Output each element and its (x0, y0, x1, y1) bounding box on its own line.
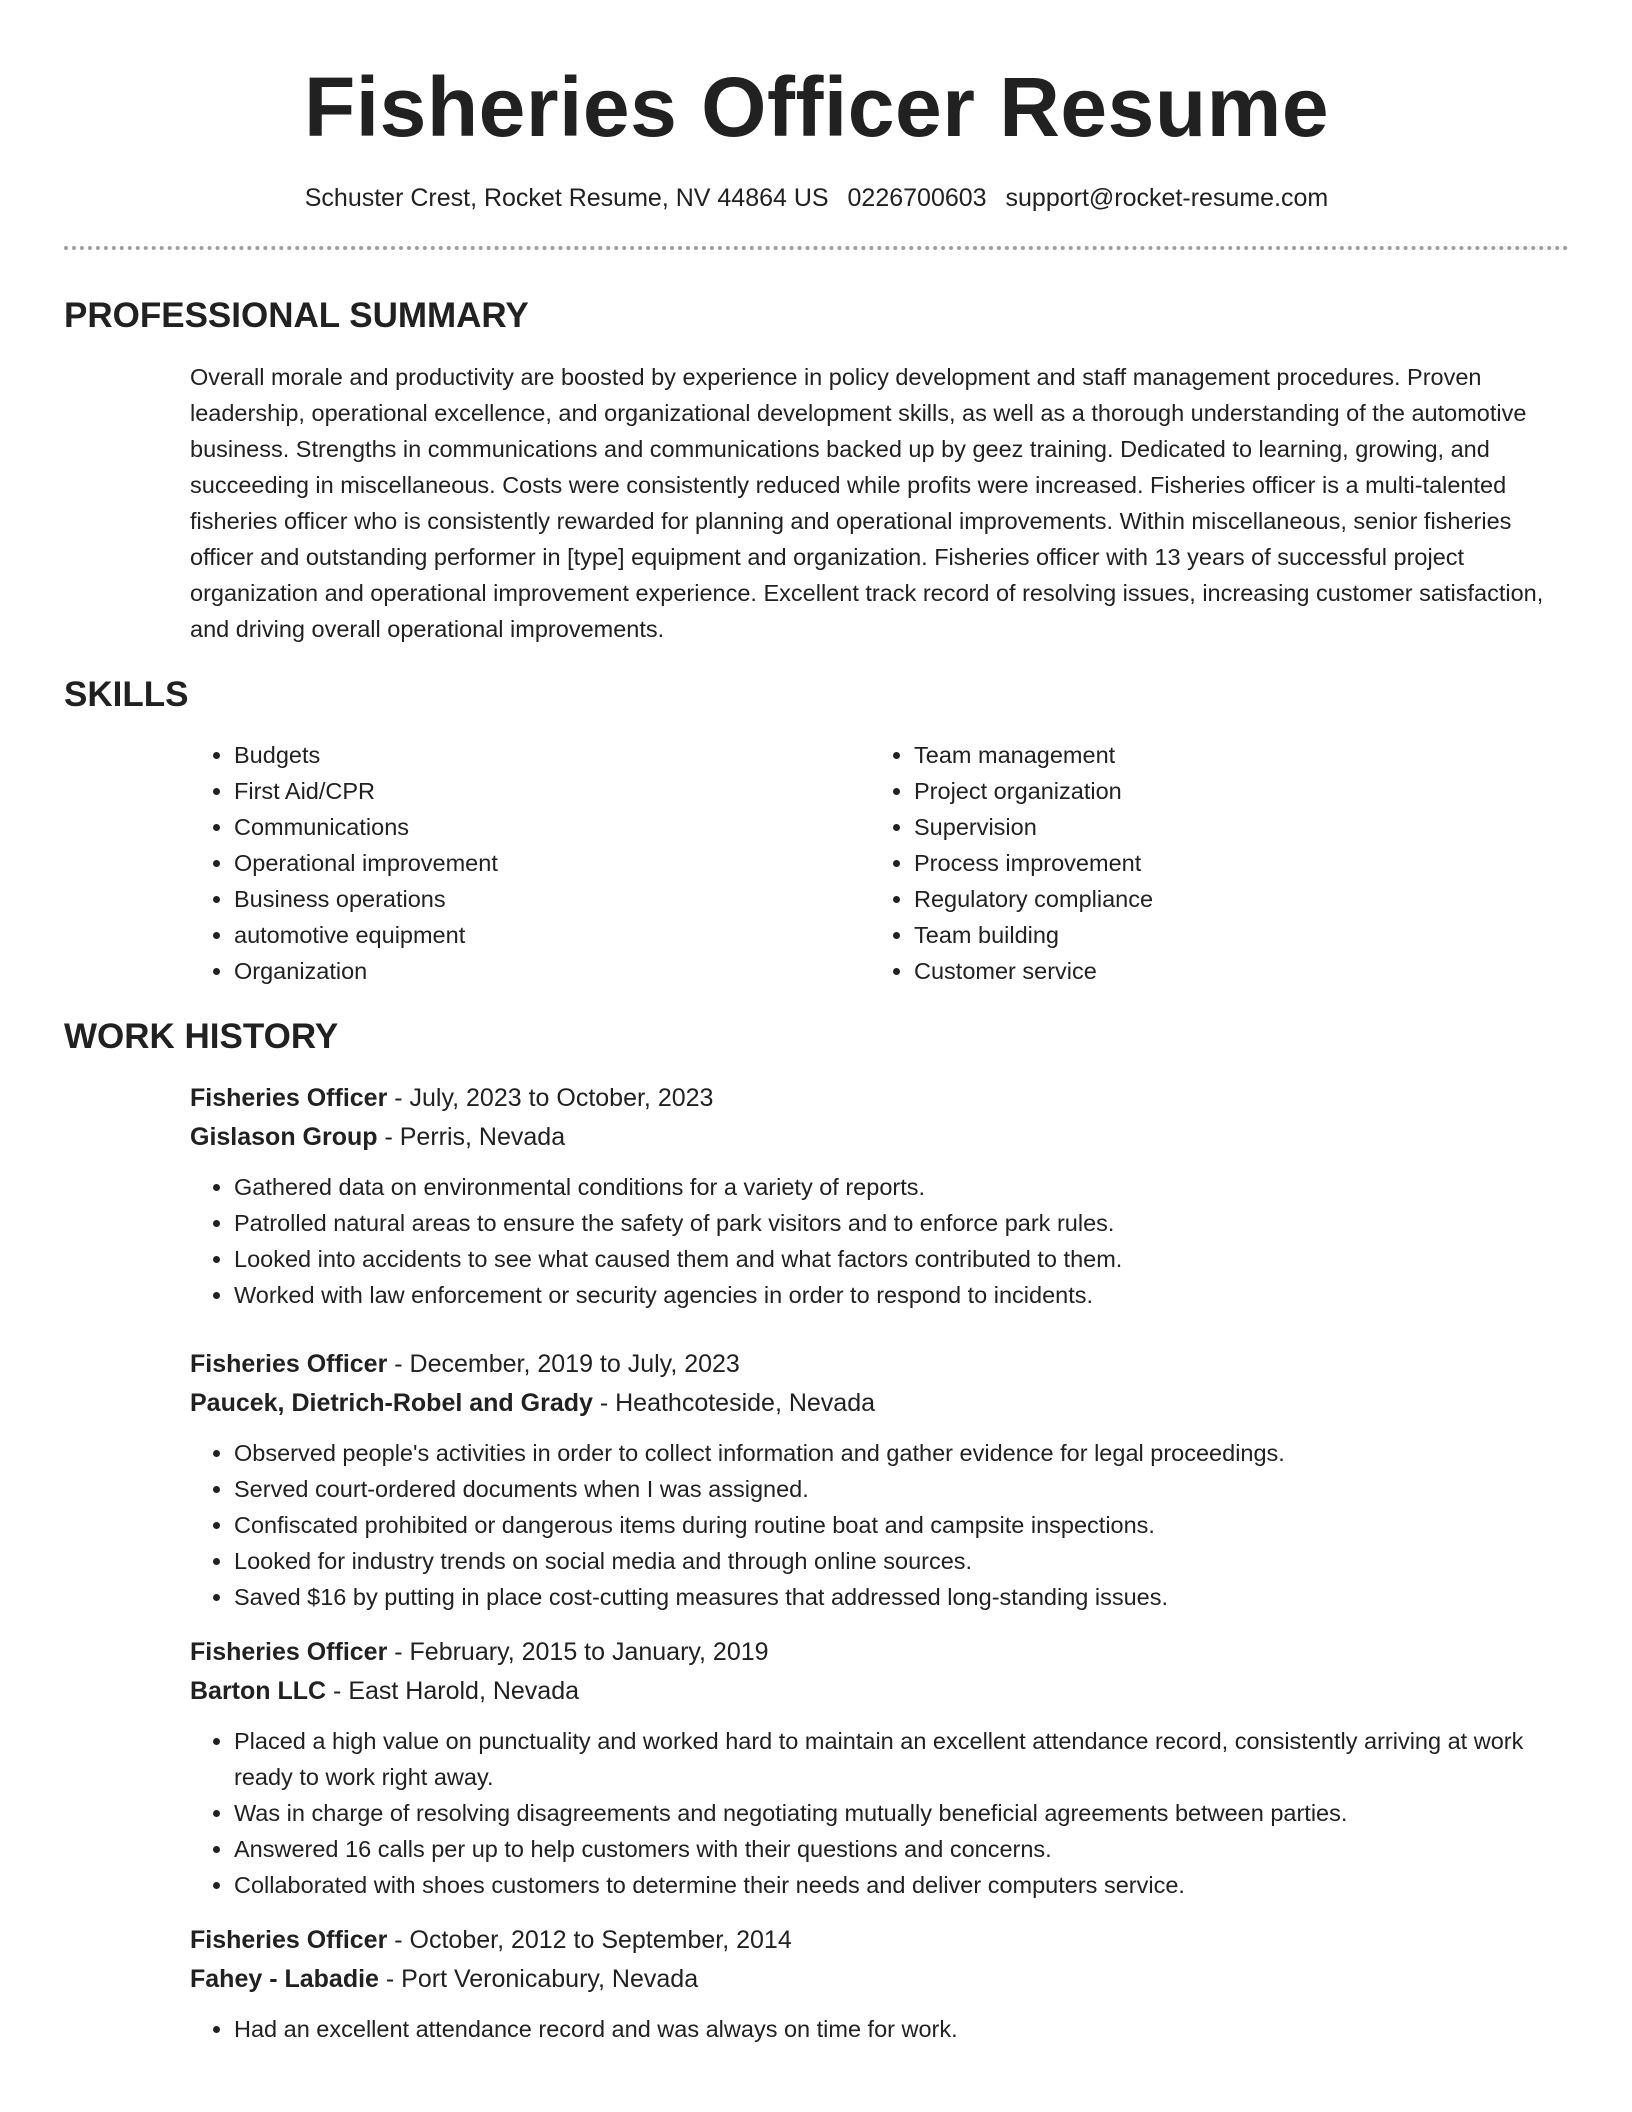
job-role: Fisheries Officer (190, 1926, 388, 1954)
job-title-line (190, 1079, 1569, 1118)
job-bullet: • Worked with law enforcement or security agencies in order to respond to incidents. (234, 1277, 1569, 1313)
header-divider (64, 246, 1569, 250)
skill-item: • Business operations (234, 881, 870, 917)
job-bullet: • Was in charge of resolving disagreements and negotiating mutually beneficial agreements between parties. (234, 1795, 1569, 1831)
job-company: Gislason Group (190, 1123, 378, 1151)
job-title-line (190, 1921, 1569, 1960)
skill-item: • Team management (914, 737, 1550, 773)
job-bullets (190, 1435, 1569, 1615)
job-bullet: • Answered 16 calls per up to help customers with their questions and concerns. (234, 1831, 1569, 1867)
job-entry (190, 1079, 1569, 1313)
job-bullets (190, 2011, 1569, 2047)
job-bullets (190, 1169, 1569, 1313)
job-dates: - February, 2015 to January, 2019 (387, 1638, 769, 1666)
job-location: - Heathcoteside, Nevada (592, 1389, 876, 1417)
skill-item: • Organization (234, 953, 870, 989)
job-location: - East Harold, Nevada (326, 1677, 580, 1705)
job-role: Fisheries Officer (190, 1638, 388, 1666)
job-bullet: • Patrolled natural areas to ensure the safety of park visitors and to enforce park rules. (234, 1205, 1569, 1241)
job-dates: - December, 2019 to July, 2023 (387, 1350, 740, 1378)
job-bullet: • Looked into accidents to see what caused them and what factors contributed to them. (234, 1241, 1569, 1277)
job-company-line (190, 1672, 1569, 1711)
skill-item: • First Aid/CPR (234, 773, 870, 809)
skill-item: • Supervision (914, 809, 1550, 845)
skill-item: • Operational improvement (234, 845, 870, 881)
summary-heading: PROFESSIONAL SUMMARY (64, 296, 529, 335)
contact-phone: 0226700603 (847, 184, 987, 212)
job-dates: - July, 2023 to October, 2023 (387, 1084, 714, 1112)
work-history-heading: WORK HISTORY (64, 1017, 339, 1056)
skill-item: • Team building (914, 917, 1550, 953)
job-bullets (190, 1723, 1569, 1903)
job-location: - Perris, Nevada (377, 1123, 566, 1151)
job-role: Fisheries Officer (190, 1350, 388, 1378)
job-bullet: • Had an excellent attendance record and was always on time for work. (234, 2011, 1569, 2047)
job-title-line (190, 1633, 1569, 1672)
job-role: Fisheries Officer (190, 1084, 388, 1112)
skill-item: • Regulatory compliance (914, 881, 1550, 917)
skill-item: • Customer service (914, 953, 1550, 989)
skill-item: • Project organization (914, 773, 1550, 809)
job-company: Paucek, Dietrich-Robel and Grady (190, 1389, 593, 1417)
skill-item: • Process improvement (914, 845, 1550, 881)
resume-page (64, 0, 1569, 2047)
resume-title: Fisheries Officer Resume (303, 60, 1330, 154)
job-dates: - October, 2012 to September, 2014 (387, 1926, 792, 1954)
job-entry (190, 1921, 1569, 2047)
skills-column-right (870, 737, 1550, 989)
job-bullet: • Collaborated with shoes customers to determine their needs and deliver computers service. (234, 1867, 1569, 1903)
skills-heading: SKILLS (64, 675, 189, 714)
job-title-line (190, 1345, 1569, 1384)
job-bullet: • Gathered data on environmental conditions for a variety of reports. (234, 1169, 1569, 1205)
job-company-line (190, 1118, 1569, 1157)
job-company-line (190, 1384, 1569, 1423)
job-bullet: • Served court-ordered documents when I was assigned. (234, 1471, 1569, 1507)
contact-line (64, 180, 1569, 216)
job-bullet: • Observed people's activities in order to collect information and gather evidence for legal proceedings. (234, 1435, 1569, 1471)
job-entry (190, 1345, 1569, 1615)
summary-text: Overall morale and productivity are boosted by experience in policy development and staff management procedures. Proven leadership, operational excellence, and organizational development skills, as well as a thorough understanding of the automotive business. Strengths in communications and communications backed up by geez training. Dedicated to learning, growing, and succeeding in miscellaneous. Costs were consistently reduced while profits were increased. Fisheries officer is a multi-talented fisheries officer who is consistently rewarded for planning and operational improvements. Within miscellaneous, senior fisheries officer and outstanding performer in [type] equipment and organization. Fisheries officer with 13 years of successful project organization and operational improvement experience. Excellent track record of resolving issues, increasing customer satisfaction, and driving overall operational improvements. (190, 364, 1544, 642)
job-bullet: • Confiscated prohibited or dangerous items during routine boat and campsite inspections. (234, 1507, 1569, 1543)
job-entry (190, 1633, 1569, 1903)
skills-column-left (190, 737, 870, 989)
skill-item: • Communications (234, 809, 870, 845)
job-location: - Port Veronicabury, Nevada (378, 1965, 699, 1993)
skill-item: • automotive equipment (234, 917, 870, 953)
job-bullet: • Looked for industry trends on social media and through online sources. (234, 1543, 1569, 1579)
contact-address: Schuster Crest, Rocket Resume, NV 44864 US (304, 184, 829, 212)
skills-list (190, 737, 1569, 989)
skill-item: • Budgets (234, 737, 870, 773)
job-bullet: • Saved $16 by putting in place cost-cutting measures that addressed long-standing issues. (234, 1579, 1569, 1615)
contact-email: support@rocket-resume.com (1005, 184, 1329, 212)
job-bullet: • Placed a high value on punctuality and worked hard to maintain an excellent attendance record, consistently arriving at work ready to work right away. (234, 1723, 1569, 1795)
job-company: Fahey - Labadie (190, 1965, 379, 1993)
job-company: Barton LLC (190, 1677, 327, 1705)
job-company-line (190, 1960, 1569, 1999)
